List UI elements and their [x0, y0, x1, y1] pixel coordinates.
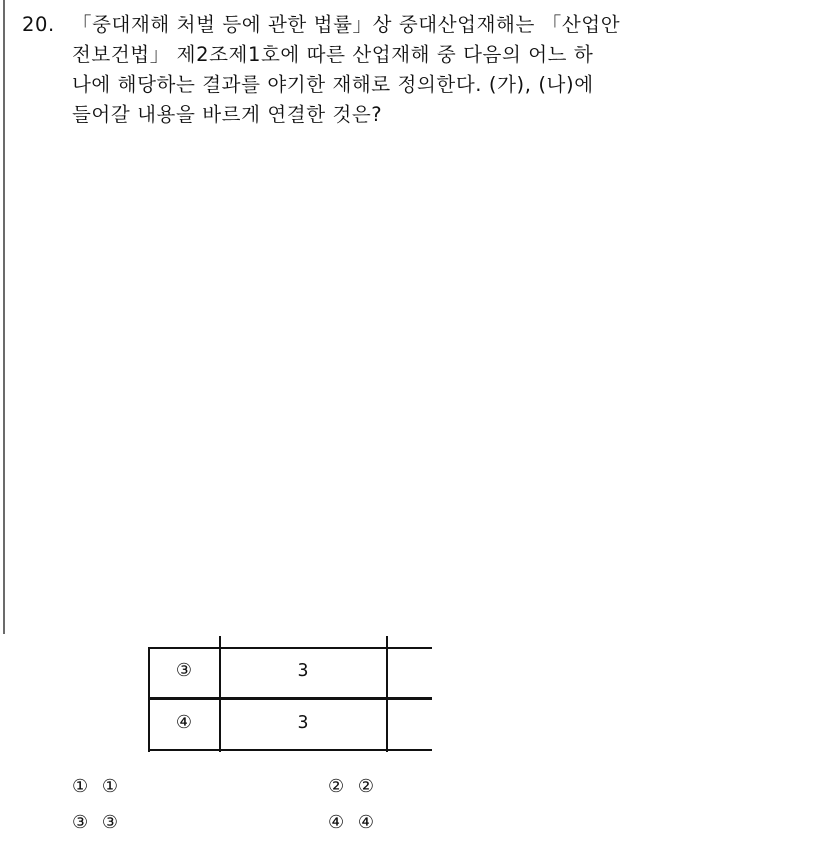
question-block — [22, 10, 812, 130]
question-line-1: 20. 「중대재해 처벌 등에 관한 법률」상 중대산업재해는 「산업안 — [22, 10, 812, 40]
table-row-value: 3 — [297, 712, 309, 733]
choice-3[interactable]: ③ ③ — [72, 812, 123, 833]
table-row-label: ④ — [175, 712, 193, 733]
table-row-value: 3 — [297, 660, 309, 681]
question-line-3: 나에 해당하는 결과를 야기한 재해로 정의한다. (가), (나)에 — [72, 73, 594, 96]
question-line-2: 전보건법」 제2조제1호에 따른 산업재해 중 다음의 어느 하 — [72, 43, 594, 66]
table-divider-2 — [386, 636, 388, 752]
table-rule-top — [148, 647, 432, 649]
table-rule-mid — [148, 697, 432, 700]
page-left-border — [3, 0, 5, 634]
question-line-4: 들어갈 내용을 바르게 연결한 것은? — [72, 103, 383, 126]
choice-2[interactable]: ② ② — [328, 776, 379, 797]
table-divider-1 — [219, 636, 221, 752]
choice-1[interactable]: ① ① — [72, 776, 123, 797]
table-row-label: ③ — [175, 660, 193, 681]
question-number: 20. — [22, 13, 55, 36]
table-rule-bottom — [148, 749, 432, 751]
choice-4[interactable]: ④ ④ — [328, 812, 379, 833]
